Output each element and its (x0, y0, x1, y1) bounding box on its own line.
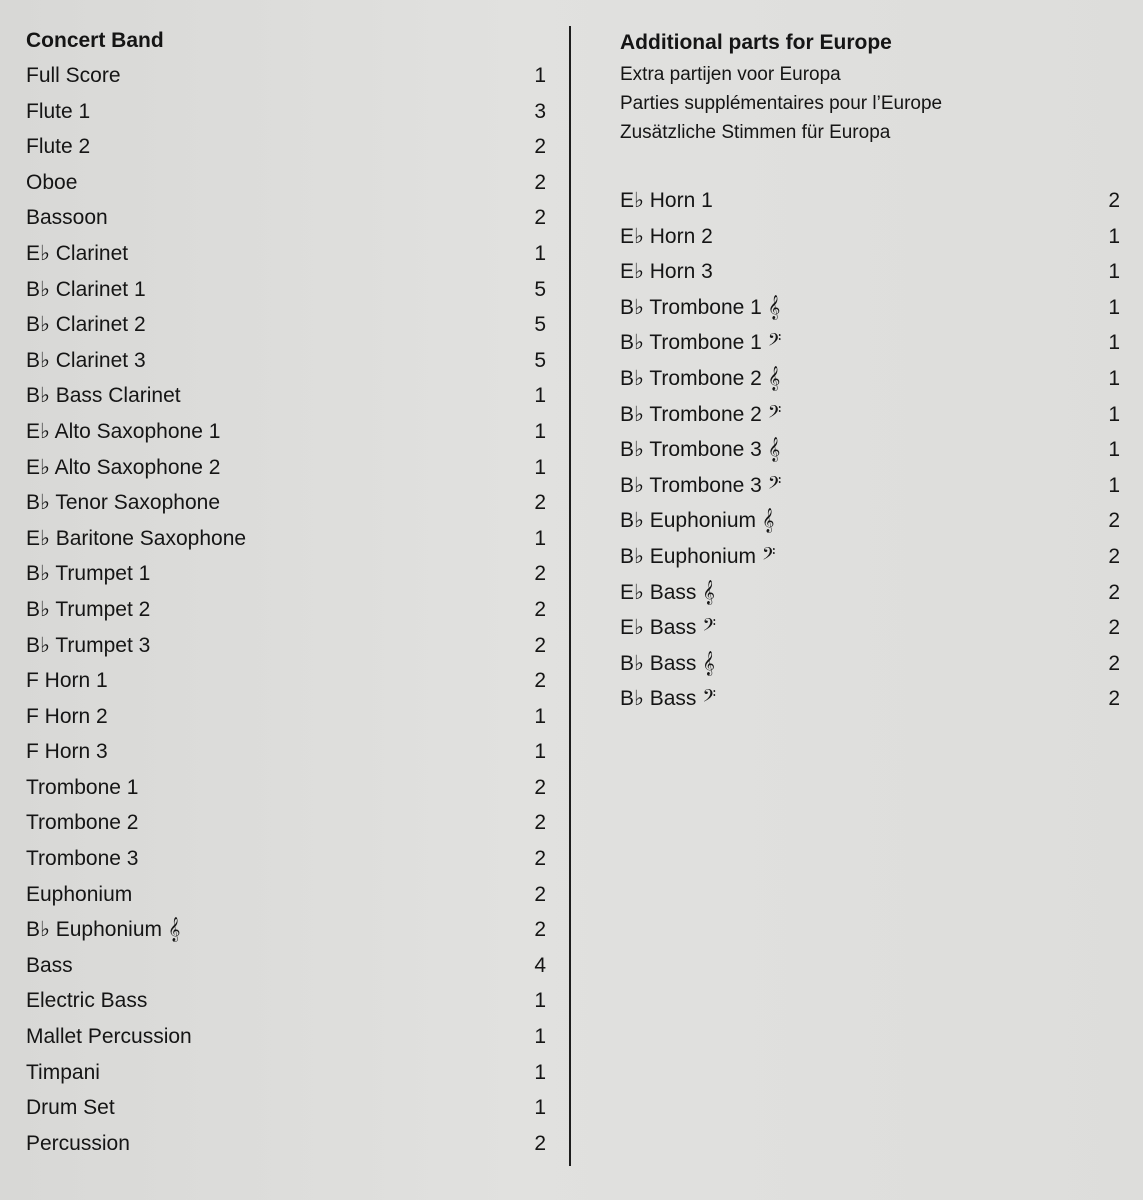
part-count: 1 (534, 241, 546, 265)
part-name (26, 343, 146, 379)
part-row (26, 414, 546, 450)
part-row (26, 129, 546, 165)
part-row (26, 1126, 546, 1162)
part-name (620, 468, 781, 504)
part-count: 1 (1108, 366, 1120, 390)
part-name (620, 290, 780, 326)
part-row (26, 378, 546, 414)
part-count: 1 (1108, 402, 1120, 426)
part-name-text: Trombone 3 (26, 847, 139, 871)
part-name (26, 236, 128, 272)
concert-band-heading: Concert Band (26, 29, 164, 52)
part-count: 1 (1108, 331, 1120, 355)
part-count: 1 (534, 1025, 546, 1049)
part-row (620, 681, 1120, 717)
part-name-text: E♭ Horn 3 (620, 260, 713, 284)
part-row (620, 397, 1120, 433)
part-count: 2 (534, 135, 546, 159)
subtitle-german: Zusätzliche Stimmen für Europa (620, 122, 891, 143)
part-name (26, 912, 180, 948)
part-row (26, 1019, 546, 1055)
part-count: 2 (534, 775, 546, 799)
part-name-text: E♭ Horn 2 (620, 224, 713, 248)
part-row (26, 948, 546, 984)
part-row (26, 343, 546, 379)
part-name-text: Flute 1 (26, 99, 91, 123)
part-row (26, 94, 546, 130)
part-count: 4 (534, 953, 546, 977)
part-name-text: B♭ Euphonium (620, 509, 756, 533)
part-row (620, 646, 1120, 682)
part-name-text: B♭ Clarinet 2 (26, 313, 146, 337)
europe-parts-heading: Additional parts for Europe (620, 31, 892, 54)
part-row (620, 468, 1120, 504)
part-name-text: F Horn 1 (26, 669, 108, 693)
bass-clef-icon: 𝄢 (767, 472, 782, 497)
part-name (620, 325, 781, 361)
part-name (26, 94, 90, 130)
part-name-text: Percussion (26, 1131, 130, 1155)
part-name (620, 361, 780, 397)
part-row (26, 556, 546, 592)
part-name-text: B♭ Trombone 3 (620, 438, 762, 462)
part-name-text: B♭ Tenor Saxophone (26, 491, 220, 515)
part-name (620, 539, 776, 575)
part-count: 2 (534, 811, 546, 835)
treble-clef-icon: 𝄞 (767, 294, 781, 319)
europe-parts-column (620, 30, 1120, 717)
part-row (26, 521, 546, 557)
part-count: 2 (1108, 651, 1120, 675)
concert-band-column (26, 28, 546, 1161)
part-name-text: Oboe (26, 170, 78, 194)
part-count: 1 (534, 1060, 546, 1084)
part-name (26, 521, 246, 557)
part-name-text: B♭ Trumpet 2 (26, 597, 151, 621)
part-name (26, 58, 121, 94)
part-count: 1 (534, 526, 546, 550)
part-row (620, 325, 1120, 361)
part-name-text: Trombone 1 (26, 775, 139, 799)
part-count: 1 (1108, 260, 1120, 284)
part-row (26, 592, 546, 628)
part-name-text: E♭ Clarinet (26, 241, 129, 265)
part-name (26, 734, 108, 770)
part-row (26, 1090, 546, 1126)
part-row (620, 575, 1120, 611)
part-count: 2 (1108, 687, 1120, 711)
part-name-text: B♭ Trumpet 1 (26, 562, 151, 586)
part-name-text: B♭ Clarinet 1 (26, 277, 146, 301)
part-row (620, 183, 1120, 219)
part-count: 2 (534, 170, 546, 194)
concert-band-parts-list (26, 58, 546, 1161)
part-name (26, 165, 77, 201)
part-name-text: E♭ Bass (620, 580, 697, 604)
part-name-text: Electric Bass (26, 989, 148, 1013)
column-divider (569, 26, 571, 1166)
part-count: 1 (1108, 224, 1120, 248)
part-name-text: B♭ Trombone 1 (620, 331, 762, 355)
part-row (26, 165, 546, 201)
part-name-text: Mallet Percussion (26, 1025, 192, 1049)
part-name (620, 681, 716, 717)
part-name-text: B♭ Bass (620, 687, 697, 711)
part-row (26, 912, 546, 948)
part-name-text: E♭ Baritone Saxophone (26, 526, 247, 550)
part-name (26, 770, 138, 806)
part-name (26, 556, 150, 592)
part-row (26, 877, 546, 913)
part-count: 5 (534, 348, 546, 372)
part-name (26, 272, 146, 308)
part-row (26, 58, 546, 94)
part-count: 2 (534, 918, 546, 942)
part-count: 1 (534, 740, 546, 764)
bass-clef-icon: 𝄢 (767, 401, 782, 426)
part-count: 2 (1108, 544, 1120, 568)
part-name (26, 1090, 115, 1126)
part-name (620, 646, 715, 682)
part-count: 1 (534, 989, 546, 1013)
part-row (620, 503, 1120, 539)
subtitle-dutch: Extra partijen voor Europa (620, 64, 841, 85)
part-count: 1 (1108, 295, 1120, 319)
part-name-text: Flute 2 (26, 135, 91, 159)
part-count: 2 (534, 491, 546, 515)
part-count: 2 (534, 206, 546, 230)
treble-clef-icon: 𝄞 (702, 650, 715, 675)
treble-clef-icon: 𝄞 (767, 437, 781, 462)
part-name (26, 805, 138, 841)
treble-clef-icon: 𝄞 (762, 508, 775, 533)
treble-clef-icon: 𝄞 (767, 365, 781, 390)
part-name (26, 129, 90, 165)
part-row (620, 432, 1120, 468)
part-row (620, 219, 1120, 255)
part-name-text: B♭ Trombone 2 (620, 402, 762, 426)
part-name (26, 1019, 192, 1055)
part-row (26, 1055, 546, 1091)
part-name-text: B♭ Trombone 2 (620, 366, 762, 390)
part-name-text: E♭ Alto Saxophone 2 (26, 455, 221, 479)
part-count: 2 (534, 847, 546, 871)
part-name (26, 877, 132, 913)
part-name (26, 378, 181, 414)
part-count: 1 (534, 419, 546, 443)
part-count: 1 (534, 455, 546, 479)
part-name (620, 254, 713, 290)
part-name-text: B♭ Trumpet 3 (26, 633, 151, 657)
part-name-text: Timpani (26, 1060, 100, 1084)
part-name-text: B♭ Bass Clarinet (26, 384, 181, 408)
bass-clef-icon: 𝄢 (702, 686, 716, 711)
part-name (26, 592, 150, 628)
part-name (26, 1055, 100, 1091)
part-row (26, 983, 546, 1019)
part-count: 1 (534, 64, 546, 87)
part-name (26, 699, 108, 735)
part-count: 2 (534, 597, 546, 621)
part-row (620, 290, 1120, 326)
part-row (26, 272, 546, 308)
part-count: 1 (534, 1096, 546, 1120)
part-count: 2 (534, 1131, 546, 1155)
part-row (26, 236, 546, 272)
europe-parts-list (620, 183, 1120, 717)
part-name (620, 575, 715, 611)
treble-clef-icon: 𝄞 (702, 579, 715, 604)
part-name (620, 610, 716, 646)
part-count: 2 (1108, 580, 1120, 604)
part-name-text: Euphonium (26, 882, 133, 906)
part-row (26, 628, 546, 664)
part-count: 2 (1108, 616, 1120, 640)
bass-clef-icon: 𝄢 (762, 543, 776, 568)
part-name (26, 450, 220, 486)
part-row (26, 805, 546, 841)
part-name-text: E♭ Horn 1 (620, 189, 713, 212)
part-name (620, 397, 781, 433)
treble-clef-icon: 𝄞 (168, 917, 181, 942)
part-name-text: E♭ Bass (620, 616, 697, 640)
part-count: 2 (534, 882, 546, 906)
part-count: 2 (534, 669, 546, 693)
part-count: 2 (534, 633, 546, 657)
part-name-text: Bassoon (26, 206, 108, 230)
part-row (26, 485, 546, 521)
part-name (26, 200, 108, 236)
part-count: 2 (1108, 509, 1120, 533)
part-row (26, 841, 546, 877)
part-name-text: Bass (26, 953, 73, 977)
part-name (620, 503, 774, 539)
part-count: 2 (534, 562, 546, 586)
part-name (620, 432, 780, 468)
part-name (26, 841, 138, 877)
part-count: 1 (1108, 473, 1120, 497)
part-row (26, 450, 546, 486)
part-name-text: Drum Set (26, 1096, 115, 1120)
part-row (620, 361, 1120, 397)
part-name (26, 1126, 130, 1162)
part-count: 1 (534, 384, 546, 408)
part-count: 3 (534, 99, 546, 123)
part-count: 1 (1108, 438, 1120, 462)
part-row (620, 254, 1120, 290)
part-name-text: Full Score (26, 64, 121, 87)
part-row (26, 200, 546, 236)
part-row (26, 699, 546, 735)
bass-clef-icon: 𝄢 (702, 615, 716, 640)
part-name (620, 183, 713, 219)
part-name (26, 663, 108, 699)
part-name-text: B♭ Bass (620, 651, 697, 675)
part-row (620, 610, 1120, 646)
part-name (620, 219, 713, 255)
part-name-text: B♭ Euphonium (620, 544, 756, 568)
part-name-text: F Horn 3 (26, 740, 108, 764)
part-name-text: Trombone 2 (26, 811, 139, 835)
part-name (26, 414, 220, 450)
part-name-text: B♭ Clarinet 3 (26, 348, 146, 372)
part-count: 5 (534, 313, 546, 337)
part-row (26, 770, 546, 806)
part-name (26, 983, 147, 1019)
part-name-text: B♭ Trombone 1 (620, 295, 762, 319)
part-name-text: B♭ Euphonium (26, 918, 162, 942)
part-name-text: B♭ Trombone 3 (620, 473, 762, 497)
bass-clef-icon: 𝄢 (767, 330, 782, 355)
part-name (26, 628, 150, 664)
part-name (26, 948, 73, 984)
part-name-text: F Horn 2 (26, 704, 108, 728)
part-name (26, 307, 146, 343)
part-row (26, 663, 546, 699)
part-row (26, 734, 546, 770)
part-name-text: E♭ Alto Saxophone 1 (26, 419, 221, 443)
part-count: 2 (1108, 189, 1120, 212)
part-name (26, 485, 220, 521)
part-count: 5 (534, 277, 546, 301)
part-count: 1 (534, 704, 546, 728)
part-row (620, 539, 1120, 575)
subtitle-french: Parties supplémentaires pour l’Europe (620, 93, 943, 114)
part-row (26, 307, 546, 343)
